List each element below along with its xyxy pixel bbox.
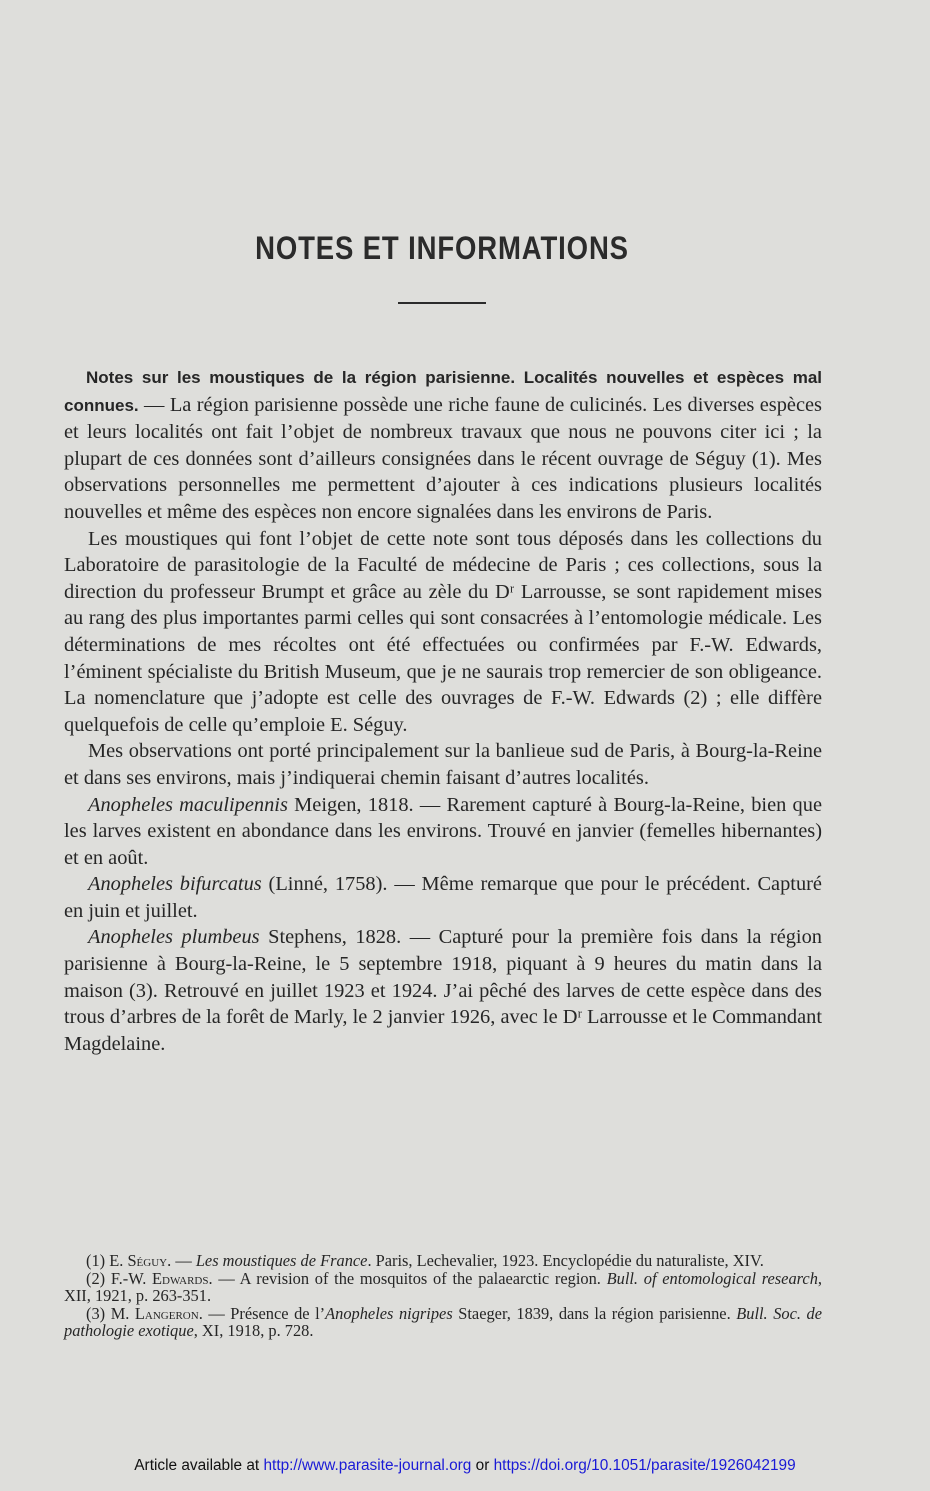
section-heading: Notes sur les moustiques de la région parisienne. Localités nouvelles et espèces mal connues. bbox=[64, 368, 822, 415]
footnote-author: E. Séguy. bbox=[109, 1251, 172, 1270]
availability-middle: or bbox=[471, 1457, 494, 1474]
footnote-rest: , XII, 1921, p. 263-351. bbox=[64, 1268, 822, 1306]
species-entry bbox=[64, 871, 822, 924]
paragraph-intro-text: — La région parisienne possède une riche faune de culicinés. Les diverses espèces et leurs localités ont fait l’objet de nombreux travaux que nous ne pouvons citer ici ; la plupart de ces données sont d’ailleurs consignées dans le récent ouvrage de Séguy (1). Mes observations personnelles me permettent d’ajouter à ces indications plusieurs localités nouvelles et même des espèces non encore signalées dans les environs de Paris. bbox=[64, 393, 822, 523]
footnote-separator: — bbox=[212, 1268, 240, 1288]
availability-prefix: Article available at bbox=[134, 1457, 264, 1474]
footnote-1 bbox=[64, 1252, 822, 1270]
page-title: NOTES ET INFORMATIONS bbox=[255, 230, 629, 266]
footnote-number: (1) bbox=[86, 1251, 106, 1270]
title-rule bbox=[398, 302, 486, 304]
paragraph-intro bbox=[64, 364, 822, 526]
species-text: (Linné, 1758). — Même remarque que pour le précédent. Capturé en juin et juillet. bbox=[64, 873, 822, 922]
footnote-author: M. Langeron. bbox=[110, 1303, 203, 1323]
article-body bbox=[64, 364, 822, 1057]
footnote-species: Anopheles nigripes bbox=[325, 1303, 453, 1323]
journal-link[interactable]: http://www.parasite-journal.org bbox=[263, 1457, 472, 1474]
footnote-3 bbox=[64, 1305, 822, 1340]
footnote-number: (2) bbox=[86, 1268, 106, 1288]
footnote-rest: , XI, 1918, p. 728. bbox=[193, 1321, 314, 1341]
species-text: Stephens, 1828. — Capturé pour la première fois dans la région parisienne à Bourg-la-Reine, le 5 septembre 1918, piquant à 9 heures du matin dans la maison (3). Retrouvé en juillet 1923 et 1924. J’ai pêché des larves de cette espèce dans des trous d’arbres de la forêt de Marly, le 2 janvier 1926, avec le Dʳ Larrousse et le Commandant Magdelaine. bbox=[64, 926, 822, 1055]
species-text: Meigen, 1818. — Rarement capturé à Bourg-la-Reine, bien que les larves existent en abondance dans les environs. Trouvé en janvier (femelles hibernantes) et en août. bbox=[64, 793, 822, 869]
footnote-work: Bull. Soc. de pathologie exotique bbox=[64, 1303, 822, 1341]
footnote-work: Bull. of entomological research bbox=[606, 1268, 818, 1288]
species-entry bbox=[64, 792, 822, 872]
footnote-separator: — bbox=[171, 1251, 196, 1270]
paragraph-collections: Les moustiques qui font l’objet de cette note sont tous déposés dans les collections du Laboratoire de parasitologie de la Faculté de médecine de Paris ; ces collections, sous la direction du professeur Brumpt et grâce au zèle du Dʳ Larrousse, se sont rapidement mises au rang des plus importantes parmi celles qui sont consacrées à l’entomologie médicale. Les déterminations de mes récoltes ont été effectuées ou confirmées par F.-W. Edwards, l’éminent spécialiste du British Museum, que je ne saurais trop remercier de son obligeance. La nomenclature que j’adopte est celle des ouvrages de F.-W. Edwards (2) ; elle diffère quelquefois de celle qu’emploie E. Séguy. bbox=[64, 527, 822, 736]
footnotes bbox=[64, 1252, 822, 1340]
footnote-separator: — bbox=[202, 1303, 231, 1323]
footnote-pre: Présence de l’ bbox=[230, 1303, 326, 1323]
footnote-work: Les moustiques de France bbox=[195, 1251, 368, 1270]
species-name: Anopheles bifurcatus bbox=[88, 873, 262, 896]
footnote-rest: . Paris, Lechevalier, 1923. Encyclopédie du naturaliste, XIV. bbox=[367, 1251, 764, 1270]
species-name: Anopheles maculipennis bbox=[88, 793, 288, 816]
footnote-author: F.-W. Edwards. bbox=[110, 1268, 213, 1288]
footnote-mid: Staeger, 1839, dans la région parisienne. bbox=[452, 1303, 737, 1323]
footnote-number: (3) bbox=[86, 1303, 106, 1323]
footnote-pre: A revision of the mosquitos of the palaearctic region. bbox=[239, 1268, 607, 1288]
footnote-2 bbox=[64, 1270, 822, 1305]
paragraph-observations: Mes observations ont porté principalement sur la banlieue sud de Paris, à Bourg-la-Reine et dans ses environs, mais j’indiquerai chemin faisant d’autres localités. bbox=[64, 740, 822, 789]
species-name: Anopheles plumbeus bbox=[88, 926, 260, 949]
availability-line bbox=[0, 1457, 930, 1475]
species-entry bbox=[64, 924, 822, 1057]
doi-link[interactable]: https://doi.org/10.1051/parasite/1926042199 bbox=[493, 1457, 796, 1474]
